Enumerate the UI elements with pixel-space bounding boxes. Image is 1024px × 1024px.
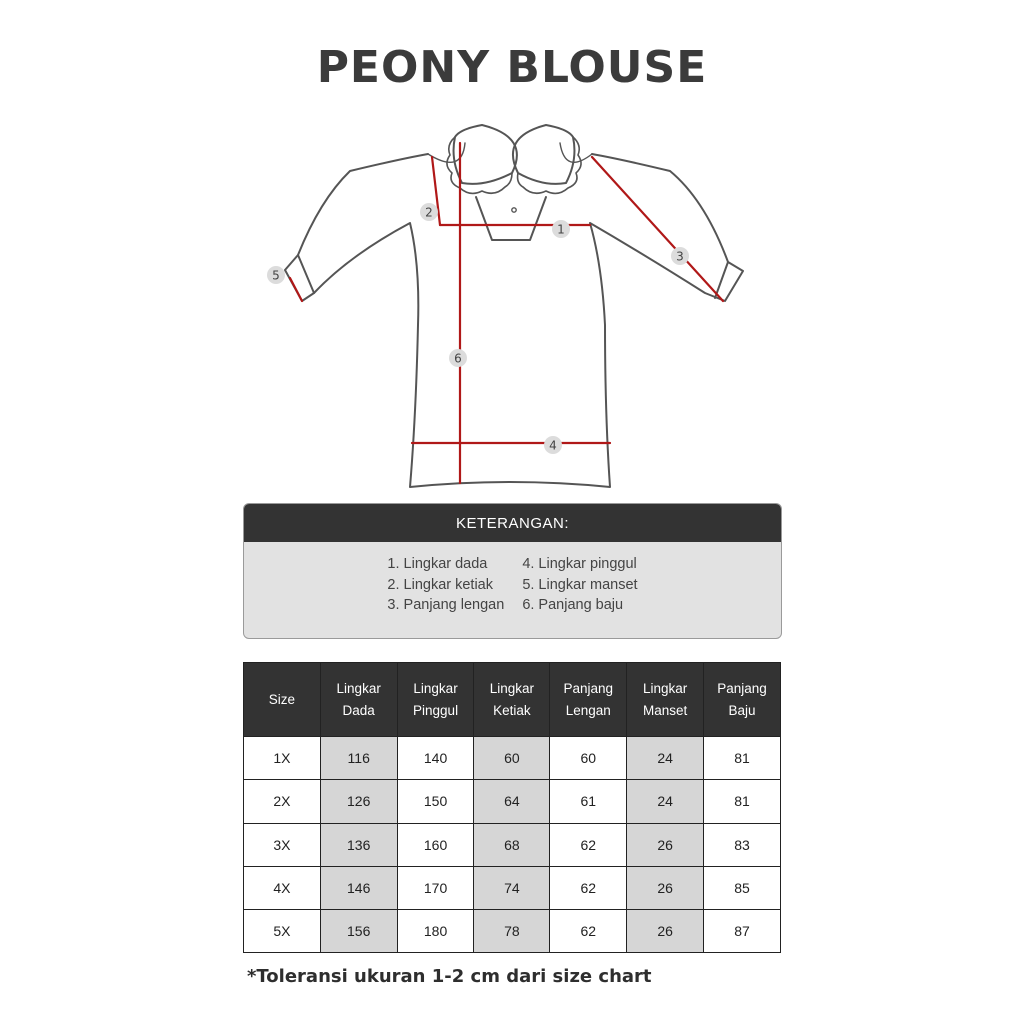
legend-item: 1. Lingkar dada [387, 556, 488, 572]
table-cell: 62 [550, 866, 627, 909]
table-header-row [244, 663, 781, 737]
table-cell: 81 [704, 780, 781, 823]
table-cell: 85 [704, 866, 781, 909]
table-cell: 136 [320, 823, 397, 866]
table-cell: 180 [397, 910, 474, 953]
column-header-lingkar-pinggul: Lingkar Pinggul [397, 663, 474, 737]
measure-lines [290, 143, 723, 483]
table-cell: 156 [320, 910, 397, 953]
size-cell: 5X [244, 910, 321, 953]
table-cell: 24 [627, 737, 704, 780]
table-cell: 116 [320, 737, 397, 780]
column-header-lingkar-ketiak: Lingkar Ketiak [474, 663, 550, 737]
table-cell: 126 [320, 780, 397, 823]
measure-line-5 [290, 278, 302, 301]
measure-line-3 [592, 157, 723, 301]
table-row [244, 910, 781, 953]
page-title: PEONY BLOUSE [316, 42, 708, 93]
column-header-size: Size [244, 663, 321, 737]
tolerance-note: *Toleransi ukuran 1-2 cm dari size chart [247, 966, 652, 987]
size-chart-table [243, 662, 781, 953]
column-header-lingkar-manset: Lingkar Manset [627, 663, 704, 737]
table-cell: 160 [397, 823, 474, 866]
legend-column-right [522, 554, 637, 616]
table-cell: 64 [474, 780, 550, 823]
size-cell: 2X [244, 780, 321, 823]
table-cell: 87 [704, 910, 781, 953]
column-header-panjang-baju: Panjang Baju [704, 663, 781, 737]
table-cell: 26 [627, 866, 704, 909]
size-cell: 4X [244, 866, 321, 909]
legend-item: 4. Lingkar pinggul [522, 556, 637, 572]
marker-2: 2 [425, 205, 433, 220]
marker-1: 1 [557, 222, 565, 237]
blouse-outline [285, 125, 743, 487]
column-header-lingkar-dada: Lingkar Dada [320, 663, 397, 737]
table-row [244, 737, 781, 780]
table-cell: 60 [474, 737, 550, 780]
table-cell: 81 [704, 737, 781, 780]
table-cell: 62 [550, 823, 627, 866]
table-cell: 26 [627, 910, 704, 953]
table-cell: 68 [474, 823, 550, 866]
legend-item: 3. Panjang lengan [387, 597, 505, 613]
marker-group [267, 203, 689, 454]
table-cell: 170 [397, 866, 474, 909]
column-header-panjang-lengan: Panjang Lengan [550, 663, 627, 737]
legend-box [243, 503, 782, 639]
legend-header: KETERANGAN: [244, 504, 781, 542]
table-cell: 60 [550, 737, 627, 780]
table-cell: 78 [474, 910, 550, 953]
marker-6: 6 [454, 351, 462, 366]
table-cell: 140 [397, 737, 474, 780]
blouse-illustration [250, 115, 770, 500]
table-cell: 26 [627, 823, 704, 866]
legend-item: 6. Panjang baju [522, 597, 624, 613]
table-cell: 150 [397, 780, 474, 823]
table-row [244, 780, 781, 823]
table-cell: 74 [474, 866, 550, 909]
table-cell: 24 [627, 780, 704, 823]
table-row [244, 823, 781, 866]
marker-3: 3 [676, 249, 684, 264]
marker-5: 5 [272, 268, 280, 283]
legend-item: 2. Lingkar ketiak [387, 576, 493, 593]
legend-body [244, 542, 781, 616]
table-cell: 146 [320, 866, 397, 909]
table-cell: 61 [550, 780, 627, 823]
marker-4: 4 [549, 438, 557, 453]
legend-column-left [387, 554, 504, 616]
table-cell: 62 [550, 910, 627, 953]
table-row [244, 866, 781, 909]
blouse-diagram [250, 115, 770, 500]
table-cell: 83 [704, 823, 781, 866]
size-cell: 1X [244, 737, 321, 780]
legend-item: 5. Lingkar manset [522, 576, 638, 593]
size-cell: 3X [244, 823, 321, 866]
